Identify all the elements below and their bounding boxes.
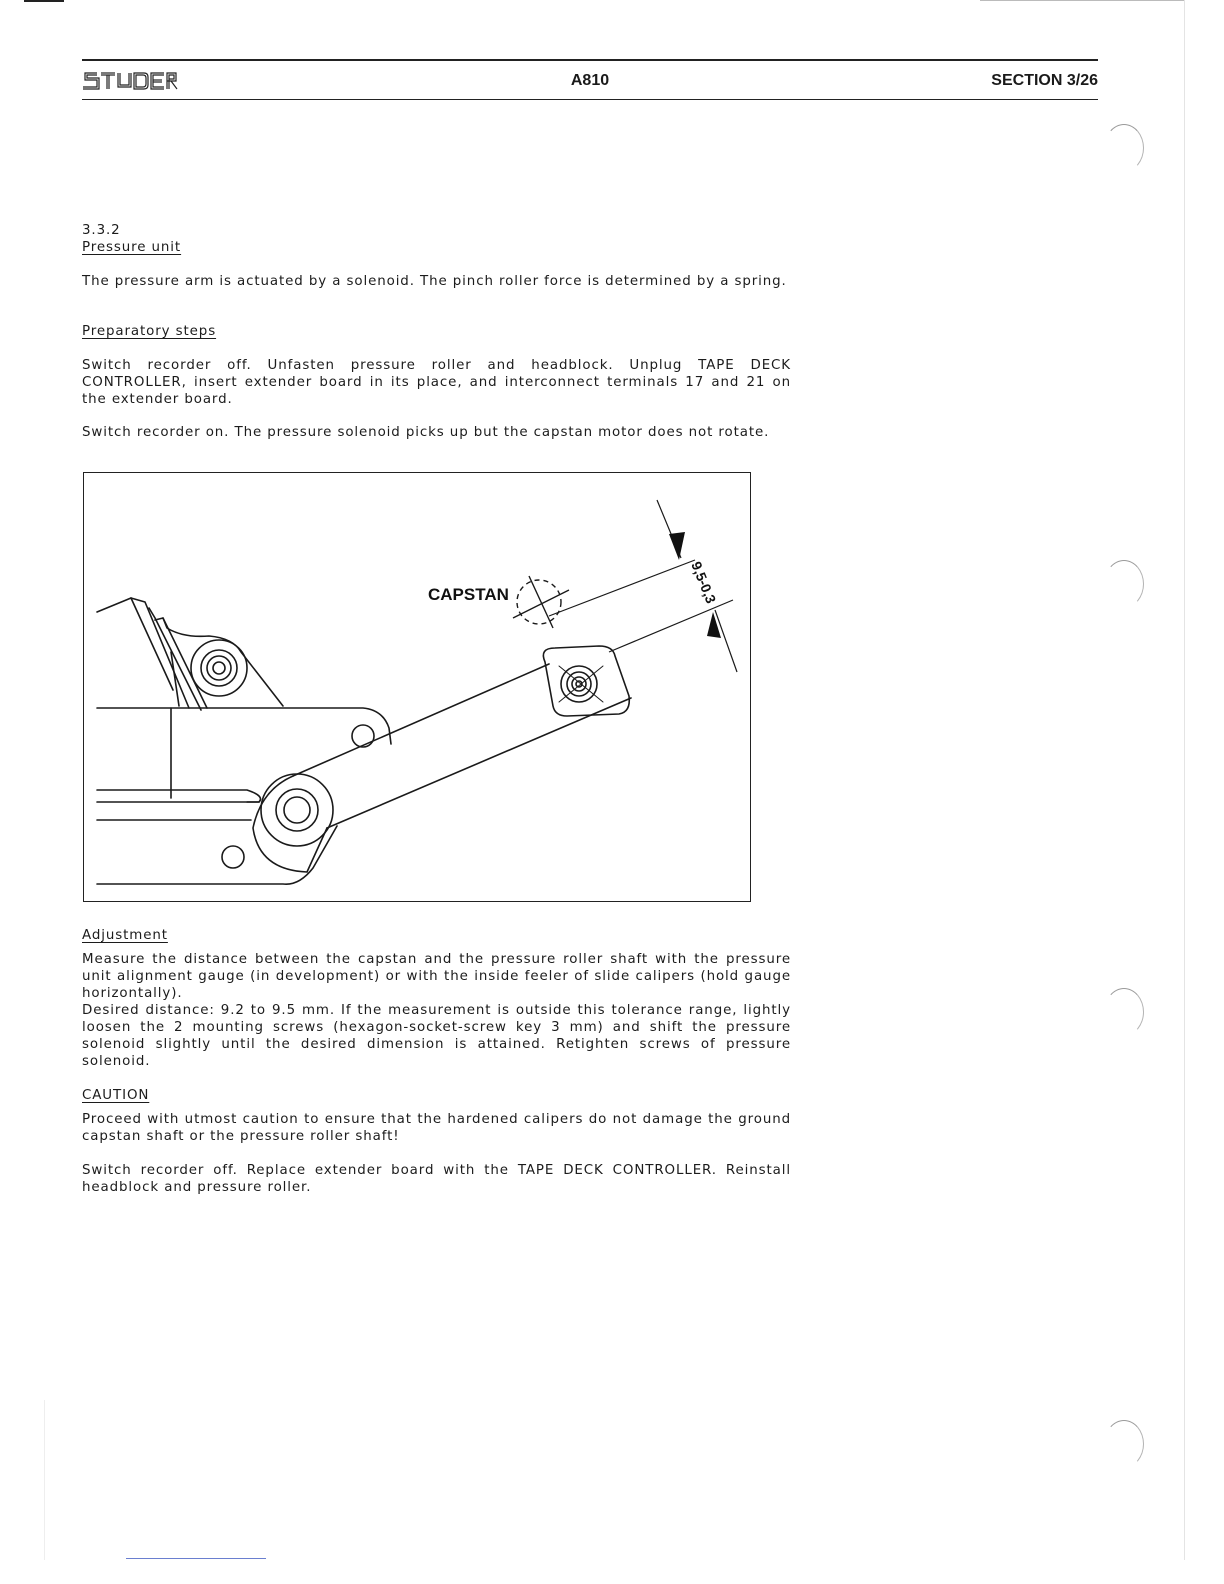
preparatory-paragraph-1: Switch recorder off. Unfasten pressure roller and headblock. Unplug TAPE DECK CONTROLLER, insert extender board in its place, and interconnect terminals 17 and 21 on the extender board. xyxy=(82,358,791,407)
mounting-screw xyxy=(191,640,247,696)
punch-hole xyxy=(1104,1420,1144,1468)
header-rule xyxy=(82,59,1098,61)
arm-pivot xyxy=(261,774,333,846)
closing-paragraph: Switch recorder off. Replace extender board with the TAPE DECK CONTROLLER. Reinstall headblock and pressure roller. xyxy=(82,1163,791,1195)
dimension-label: 9,5-0,3 xyxy=(688,559,720,606)
section-number: 3.3.2 xyxy=(82,223,121,238)
pivot-hole xyxy=(222,846,244,868)
intro-paragraph: The pressure arm is actuated by a solenoid. The pinch roller force is determined by a spring. xyxy=(82,274,787,289)
punch-hole xyxy=(1104,988,1144,1036)
scan-edge xyxy=(1184,0,1185,1560)
model-number: A810 xyxy=(570,72,610,89)
studer-logo xyxy=(82,70,178,90)
capstan-label: CAPSTAN xyxy=(428,585,509,604)
caution-heading-text: CAUTION xyxy=(82,1088,150,1103)
scan-edge xyxy=(44,1400,45,1560)
caution-paragraph: Proceed with utmost caution to ensure that the hardened calipers do not damage the ground capstan shaft or the pressure roller shaft! xyxy=(82,1112,791,1144)
adjustment-heading-text: Adjustment xyxy=(82,928,168,943)
adjustment-paragraph-1: Measure the distance between the capstan and the pressure roller shaft with the pressure unit alignment gauge (in development) or with the inside feeler of slide calipers (hold gauge horizontally). xyxy=(82,952,791,1001)
adjustment-paragraph-2: Desired distance: 9.2 to 9.5 mm. If the measurement is outside this tolerance range, lightly loosen the 2 mounting screws (hexagon-socket-screw key 3 mm) and shift the pressure solenoid slightly until the desired dimension is attained. Retighten screws of pressure solenoid. xyxy=(82,1003,791,1069)
pressure-unit-drawing xyxy=(83,472,751,902)
caution-heading xyxy=(82,1087,791,1104)
section-title-text: Pressure unit xyxy=(82,240,182,255)
section-page-number: SECTION 3/26 xyxy=(991,72,1098,89)
capstan-symbol xyxy=(513,576,569,628)
punch-hole xyxy=(1104,124,1144,172)
preparatory-paragraph-2: Switch recorder on. The pressure solenoid picks up but the capstan motor does not rotate. xyxy=(82,425,770,440)
section-title xyxy=(82,239,791,256)
scan-mark xyxy=(24,0,64,2)
pressure-arm xyxy=(293,664,549,776)
preparatory-heading xyxy=(82,323,791,340)
scan-mark xyxy=(126,1558,266,1559)
dimension-arrow-top xyxy=(669,532,685,560)
bracket-plate xyxy=(163,618,283,706)
scan-mark xyxy=(980,0,1185,1)
adjustment-heading xyxy=(82,927,791,944)
preparatory-heading-text: Preparatory steps xyxy=(82,324,217,339)
roller-shaft-block xyxy=(543,646,629,716)
pivot-hole xyxy=(352,725,374,747)
header-rule xyxy=(82,99,1098,100)
punch-hole xyxy=(1104,560,1144,608)
base-plate xyxy=(97,708,391,744)
dimension-arrow-bottom xyxy=(707,612,721,638)
